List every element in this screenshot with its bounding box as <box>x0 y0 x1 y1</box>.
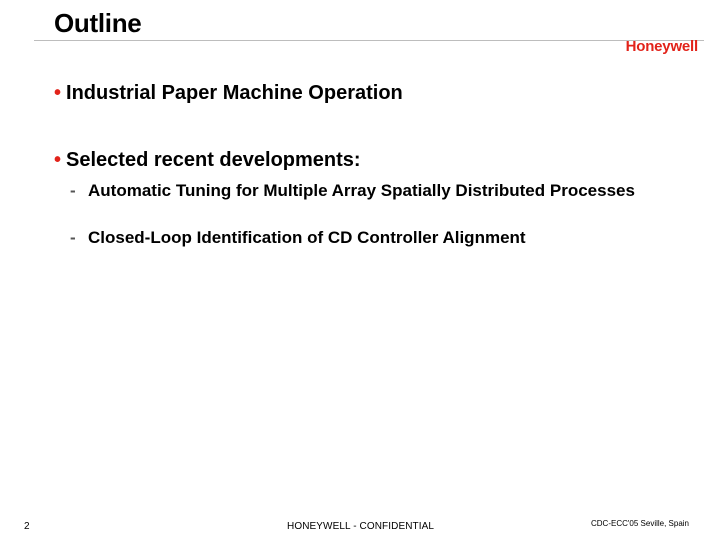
event-label: CDC-ECC'05 Seville, Spain <box>591 519 690 528</box>
confidential-label: HONEYWELL - CONFIDENTIAL <box>287 521 435 532</box>
sub-bullet-text: Automatic Tuning for Multiple Array Spatially Distributed Processes <box>88 181 635 200</box>
dash-icon: - <box>70 228 76 247</box>
bullet-item <box>54 149 361 172</box>
header-divider <box>34 40 704 41</box>
bullet-icon: • <box>54 82 62 104</box>
sub-bullet-item <box>70 181 648 200</box>
page-number: 2 <box>24 521 30 532</box>
dash-icon: - <box>70 181 76 200</box>
slide-title: Outline <box>54 8 142 38</box>
bullet-icon: • <box>54 149 62 171</box>
sub-bullet-text: Closed-Loop Identification of CD Controller Alignment <box>88 228 526 247</box>
bullet-item <box>54 82 403 105</box>
honeywell-logo: Honeywell <box>625 38 698 55</box>
bullet-text: Selected recent developments: <box>66 149 361 171</box>
sub-bullet-item <box>70 228 648 247</box>
bullet-text: Industrial Paper Machine Operation <box>66 82 403 104</box>
